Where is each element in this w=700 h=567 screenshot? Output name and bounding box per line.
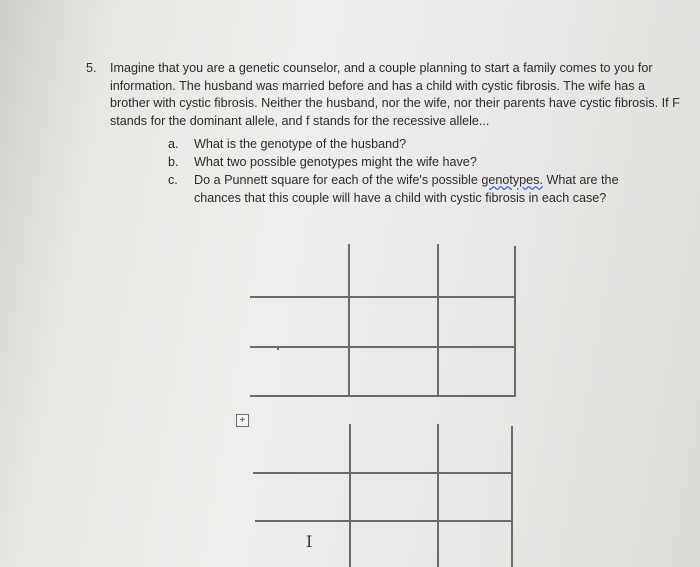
i-beam-cursor-icon: I xyxy=(306,532,313,551)
question-number: 5. xyxy=(86,61,97,75)
grid-line xyxy=(253,472,513,474)
part-c-text-before: Do a Punnett square for each of the wife's possible xyxy=(194,173,482,187)
grid-line xyxy=(255,520,513,522)
part-a-text: What is the genotype of the husband? xyxy=(194,137,407,151)
plus-move-icon[interactable]: + xyxy=(236,414,249,427)
grid-line xyxy=(511,426,513,567)
part-a-letter: a. xyxy=(168,137,179,151)
part-b-text: What two possible genotypes might the wife have? xyxy=(194,155,477,169)
question-text: Imagine that you are a genetic counselor, and a couple planning to start a family comes to you for information. The husband was married before and has a child with cystic fibrosis. The wife has a brother with cystic fibrosis. Neither the husband, nor the wife, nor their parents have cystic fibrosis. If F stands for the dominant allele, and f stands for the recessive allele... xyxy=(110,61,680,128)
part-c-text-after: What are the chances that this couple will have a child with cystic fibrosis in each case? xyxy=(194,173,619,205)
part-b-letter: b. xyxy=(168,155,179,169)
spellcheck-underlined-word[interactable]: genotypes. xyxy=(481,173,543,187)
part-c-letter: c. xyxy=(168,173,178,187)
grid-line xyxy=(437,424,439,567)
grid-line xyxy=(349,424,351,567)
